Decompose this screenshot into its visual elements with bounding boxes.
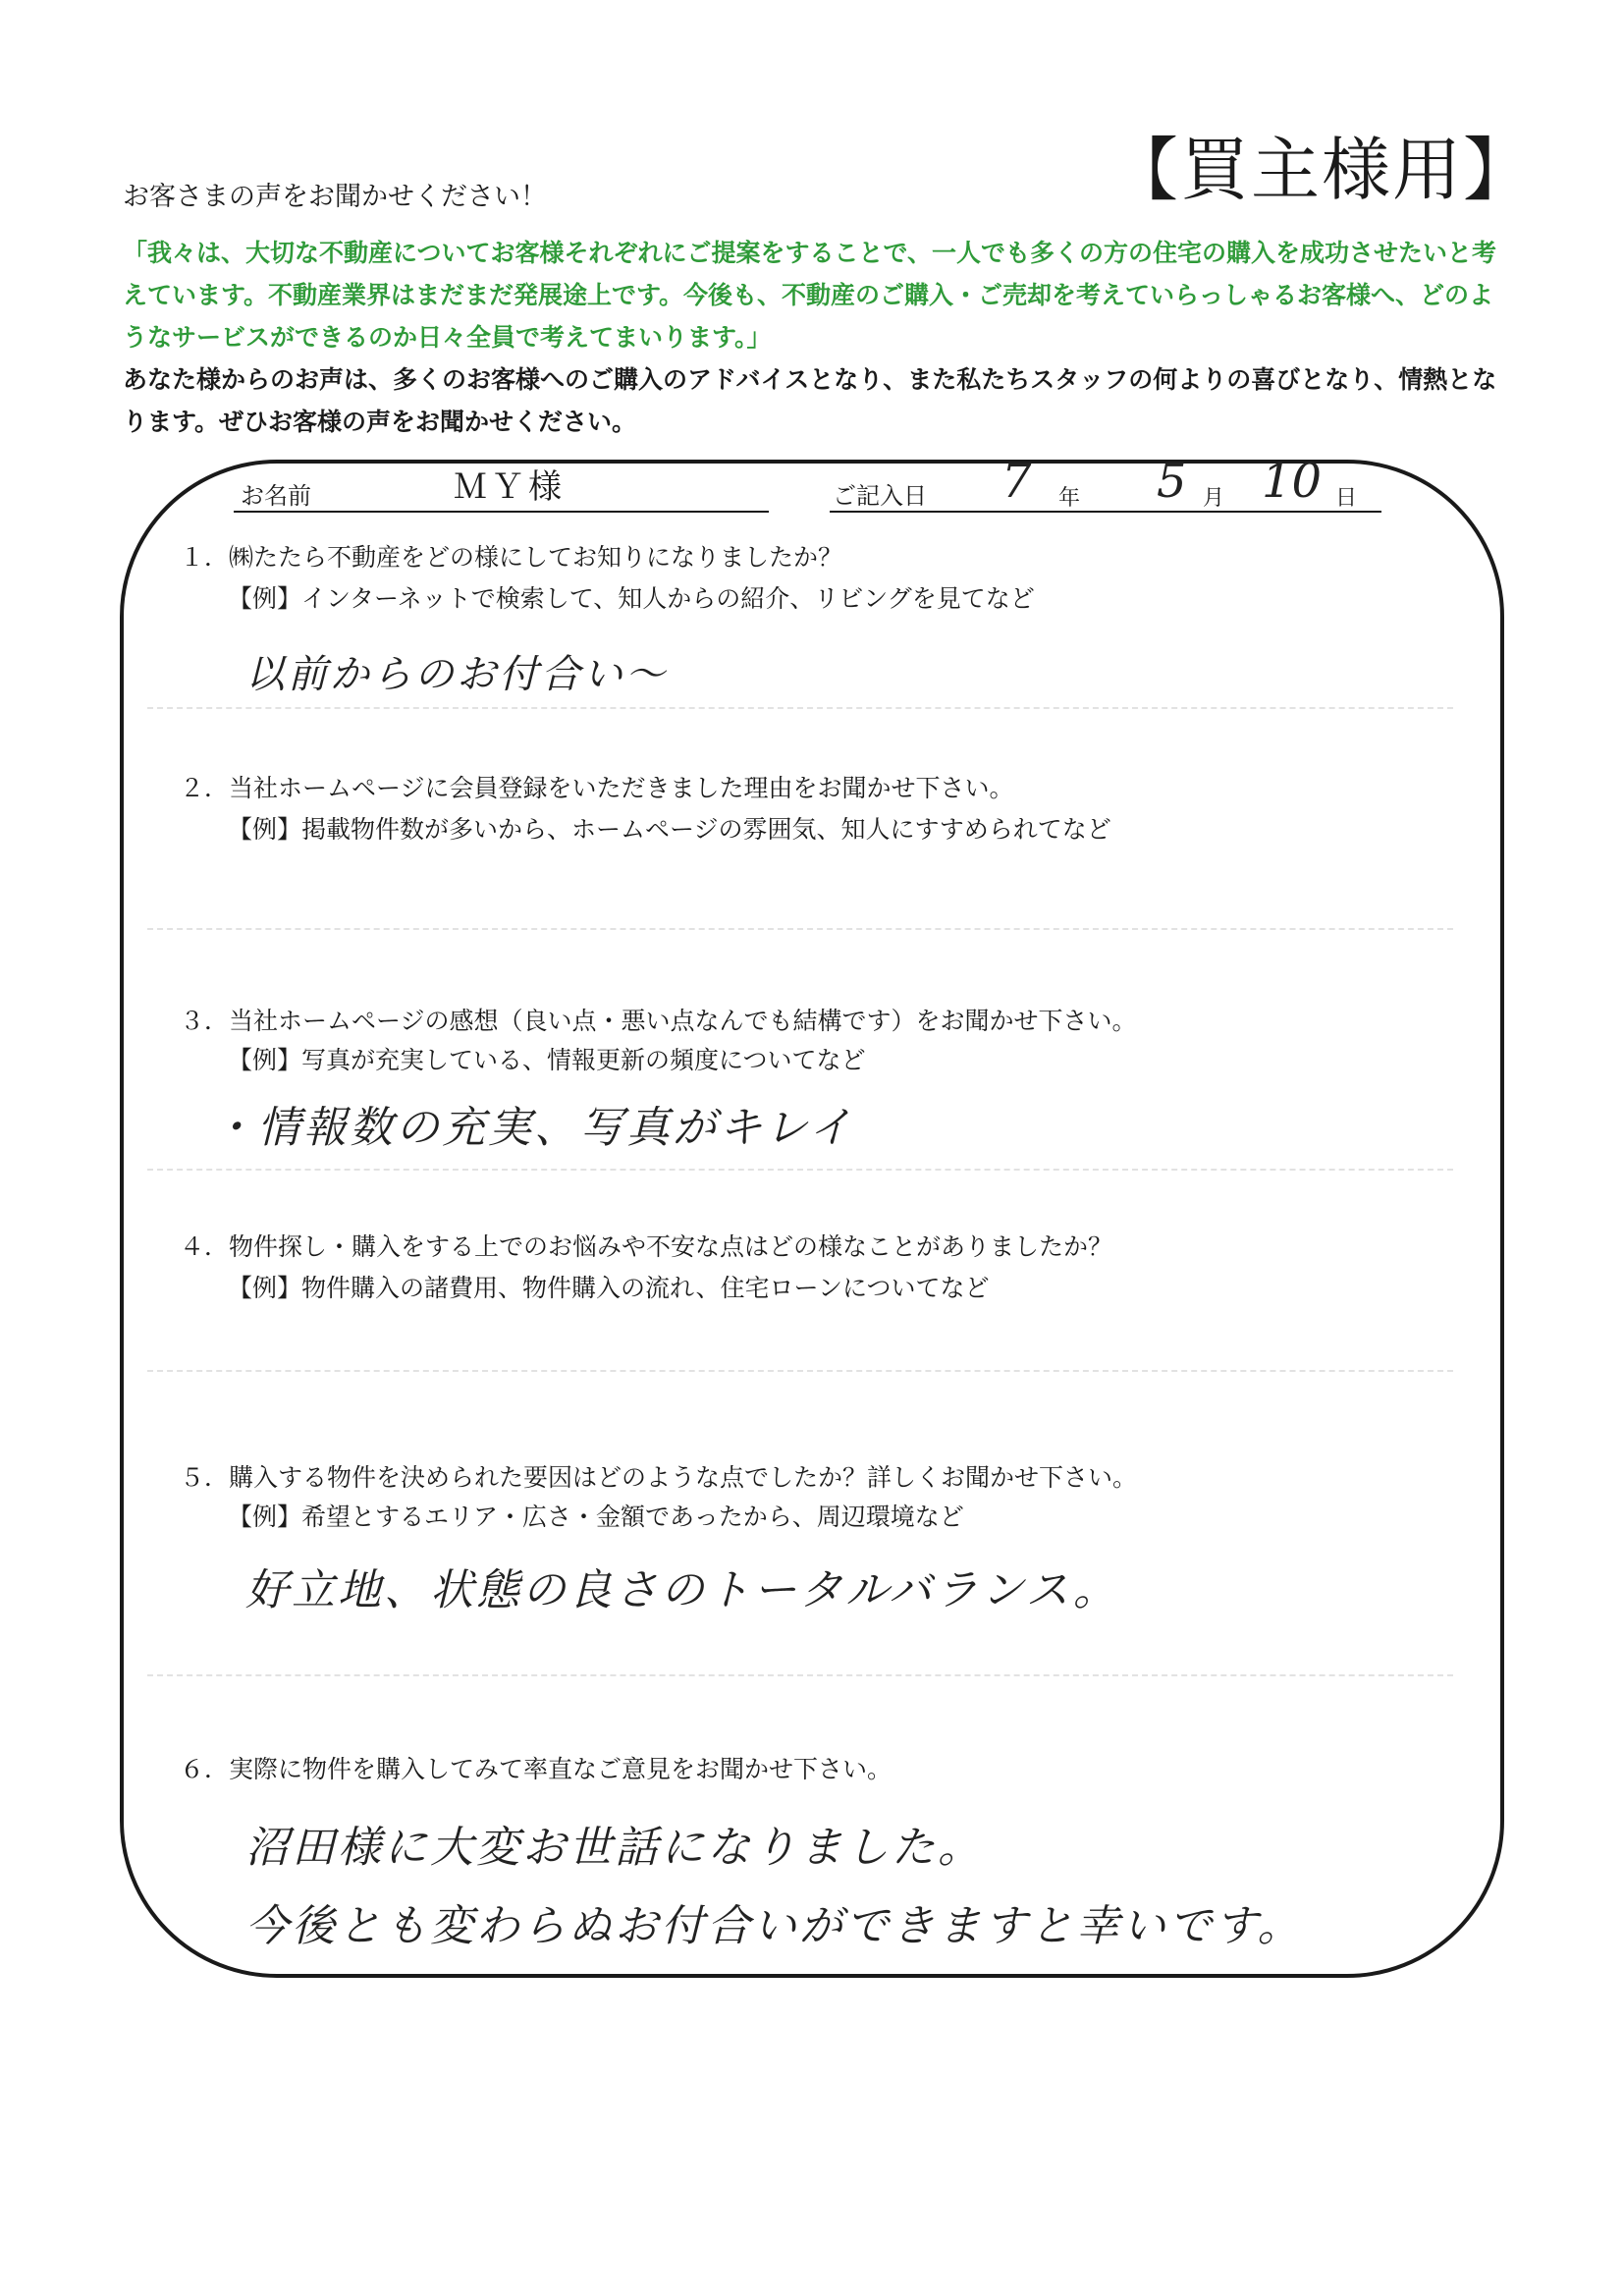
answer-line	[147, 1370, 1453, 1372]
month-unit: 月	[1203, 486, 1225, 511]
question-1: １．㈱たたら不動産をどの様にしてお知りになりましたか？	[180, 543, 843, 572]
date-underline	[830, 511, 1381, 513]
answer-line	[147, 928, 1453, 930]
year-value: 7	[1001, 454, 1032, 509]
answer-line	[147, 707, 1453, 709]
answer-5: 好立地、状態の良さのトータルバランス。	[245, 1565, 1119, 1615]
page-title: お客さまの声をお聞かせください！	[123, 182, 547, 212]
day-value: 10	[1262, 454, 1323, 509]
question-3: ３．当社ホームページの感想（良い点・悪い点なんでも結構です）をお聞かせ下さい。	[180, 1007, 1137, 1035]
answer-6-line-1: 沼田様に大変お世話になりました。	[245, 1823, 984, 1873]
answer-3: ・情報数の充実、写真がキレイ	[211, 1103, 855, 1153]
name-value: ＭＹ様	[454, 467, 566, 507]
question-5: ５．購入する物件を決められた要因はどのような点でしたか？詳しくお聞かせ下さい。	[180, 1463, 1138, 1492]
question-6: ６．実際に物件を購入してみて率直なご意見をお聞かせ下さい。	[180, 1755, 893, 1783]
company-message: 「我々は、大切な不動産についてお客様それぞれにご提案をすることで、一人でも多くの方の住宅の購入を成功させたいと考えています。不動産業界はまだまだ発展途上です。今後も、不動産のご購入・ご売却を考えていらっしゃるお客様へ、どのようなサービスができるのか日々全員で考えてまいります。」	[123, 239, 1497, 352]
buyer-badge: 【買主様用】	[1109, 130, 1534, 210]
day-unit: 日	[1335, 486, 1358, 511]
example-2: 【例】掲載物件数が多いから、ホームページの雰囲気、知人にすすめられてなど	[228, 815, 1111, 844]
answer-line	[147, 1674, 1453, 1676]
example-5: 【例】希望とするエリア・広さ・金額であったから、周辺環境など	[228, 1503, 964, 1531]
answer-line	[147, 1169, 1453, 1171]
example-1: 【例】インターネットで検索して、知人からの紹介、リビングを見てなど	[228, 584, 1035, 613]
question-4: ４．物件探し・購入をする上でのお悩みや不安な点はどの様なことがありましたか？	[180, 1232, 1113, 1261]
name-label: お名前	[241, 482, 311, 510]
name-underline	[234, 511, 769, 513]
date-label: ご記入日	[833, 482, 927, 510]
example-4: 【例】物件購入の諸費用、物件購入の流れ、住宅ローンについてなど	[228, 1274, 990, 1302]
month-value: 5	[1157, 454, 1187, 509]
answer-6-line-2: 今後とも変わらぬお付合いができますと幸いです。	[245, 1901, 1304, 1951]
example-3: 【例】写真が充実している、情報更新の頻度についてなど	[228, 1046, 866, 1074]
intro-message: あなた様からのお声は、多くのお客様へのご購入のアドバイスとなり、また私たちスタッフの何よりの喜びとなり、情熱となります。ぜひお客様の声をお聞かせください。	[123, 365, 1497, 436]
year-unit: 年	[1058, 486, 1081, 511]
answer-1: 以前からのお付合い～	[245, 652, 668, 697]
question-2: ２．当社ホームページに会員登録をいただきました理由をお聞かせ下さい。	[180, 774, 1014, 802]
